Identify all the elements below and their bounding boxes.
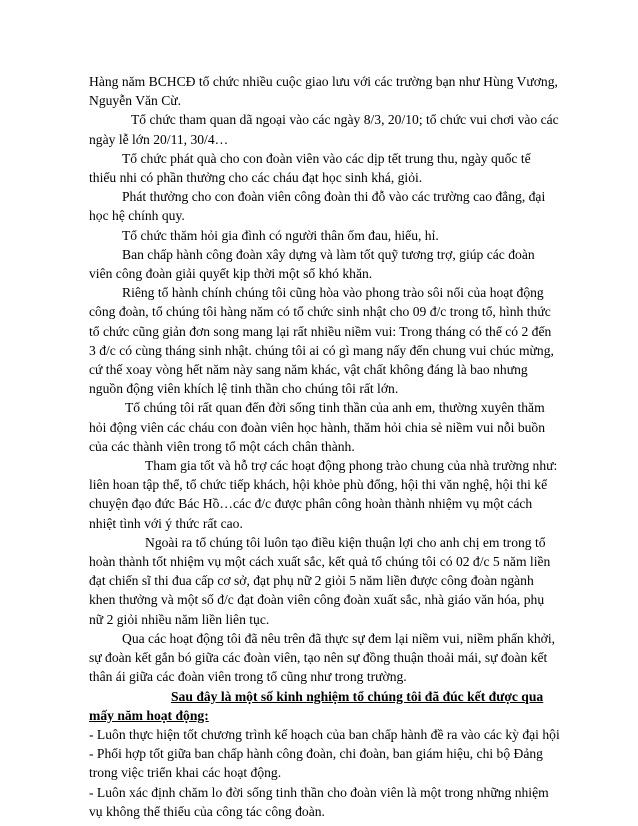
experience-item-2: - Phối hợp tốt giữa ban chấp hành công đoàn, chi đoàn, ban giám hiệu, chi bộ Đảng trong việc triển khai các hoạt động. bbox=[89, 746, 543, 781]
paragraph-family-visits: Tổ chức thăm hỏi gia đình có người thân ốm đau, hiếu, hỉ. bbox=[122, 227, 439, 243]
paragraph-mutual-fund: Ban chấp hành công đoàn xây dựng và làm tốt quỹ tương trợ, giúp các đoàn viên công đoàn giải quyết kịp thời một số khó khăn. bbox=[89, 246, 535, 282]
paragraph-gifts: Tổ chức phát quà cho con đoàn viên vào các dịp tết trung thu, ngày quốc tế thiếu nhi có phần thưởng cho các cháu đạt học sinh khá, giỏi. bbox=[89, 150, 531, 186]
paragraph-results: Qua các hoạt động tôi đã nêu trên đã thực sự đem lại niềm vui, niềm phấn khởi, sự đoàn kết gắn bó giữa các đoàn viên, tạo nên sự đồng thuận thoải mái, sự đoàn kết thân ái giữa các đoàn viên trong tổ cũng như trong trường. bbox=[89, 630, 556, 685]
paragraph-university-awards: Phát thưởng cho con đoàn viên công đoàn thi đỗ vào các trường cao đẳng, đại học hệ chính quy. bbox=[89, 189, 546, 224]
paragraph-school-activities: Tham gia tốt và hỗ trợ các hoạt động phong trào chung của nhà trường như: liên hoan tập thể, tổ chức tiếp khách, hội khỏe phù đổng, hội thi văn nghệ, hội thi kể chuyện đạo đức Bác Hồ…các đ/c được phân công hoàn thành nhiệm vụ một cách nhiệt tình với ý thức rất cao. bbox=[89, 458, 558, 531]
paragraph-exchange: Hàng năm BCHCĐ tổ chức nhiều cuộc giao lưu với các trường bạn như Hùng Vương, Nguyễn Văn Cừ. bbox=[89, 74, 558, 109]
document-body bbox=[89, 72, 561, 821]
experience-heading: Sau đây là một số kinh nghiệm tổ chúng tôi đã đúc kết được qua mấy năm hoạt động: bbox=[89, 688, 544, 723]
paragraph-birthdays: Riêng tổ hành chính chúng tôi cũng hòa vào phong trào sôi nổi của hoạt động công đoàn, tổ chúng tôi hàng năm có tổ chức sinh nhật cho 09 đ/c trong tổ, hình thức tổ chức cũng giản đơn song mang lại rất nhiều niềm vui: Trong tháng có thể có 2 đến 3 đ/c có cùng tháng sinh nhật. chúng tôi ai có gì mang nấy đến chung vui chúc mừng, cứ thế xoay vòng hết năm này sang năm khác, vật chất không đáng là bao nhưng nguồn động viên khích lệ tinh thần cho chúng tôi rất lớn. bbox=[89, 285, 554, 397]
experience-item-1: - Luôn thực hiện tốt chương trình kế hoạch của ban chấp hành đề ra vào các kỳ đại hội bbox=[89, 726, 560, 742]
paragraph-outings: Tổ chức tham quan dã ngoại vào các ngày 8/3, 20/10; tổ chức vui chơi vào các ngày lễ lớn 20/11, 30/4… bbox=[89, 112, 559, 147]
paragraph-achievements: Ngoài ra tổ chúng tôi luôn tạo điều kiện thuận lợi cho anh chị em trong tổ hoàn thành tốt nhiệm vụ một cách xuất sắc, kết quả tổ chúng tôi có 02 đ/c 5 năm liền đạt chiến sĩ thi đua cấp cơ sở, đạt phụ nữ 2 giỏi 5 năm liền được công đoàn ngành khen thưởng và một số đ/c đạt đoàn viên công đoàn xuất sắc, nhà giáo văn hóa, phụ nữ 2 giỏi nhiều năm liền liên tục. bbox=[89, 534, 551, 627]
paragraph-spiritual-life: Tổ chúng tôi rất quan đến đời sống tinh thần của anh em, thường xuyên thăm hỏi động viên các cháu con đoàn viên học hành, thăm hỏi chia sẻ niềm vui nỗi buồn của các thành viên trong tổ một cách chân thành. bbox=[89, 400, 546, 454]
experience-item-3: - Luôn xác định chăm lo đời sống tinh thần cho đoàn viên là một trong những nhiệm vụ không thể thiếu của công tác công đoàn. bbox=[89, 784, 549, 819]
